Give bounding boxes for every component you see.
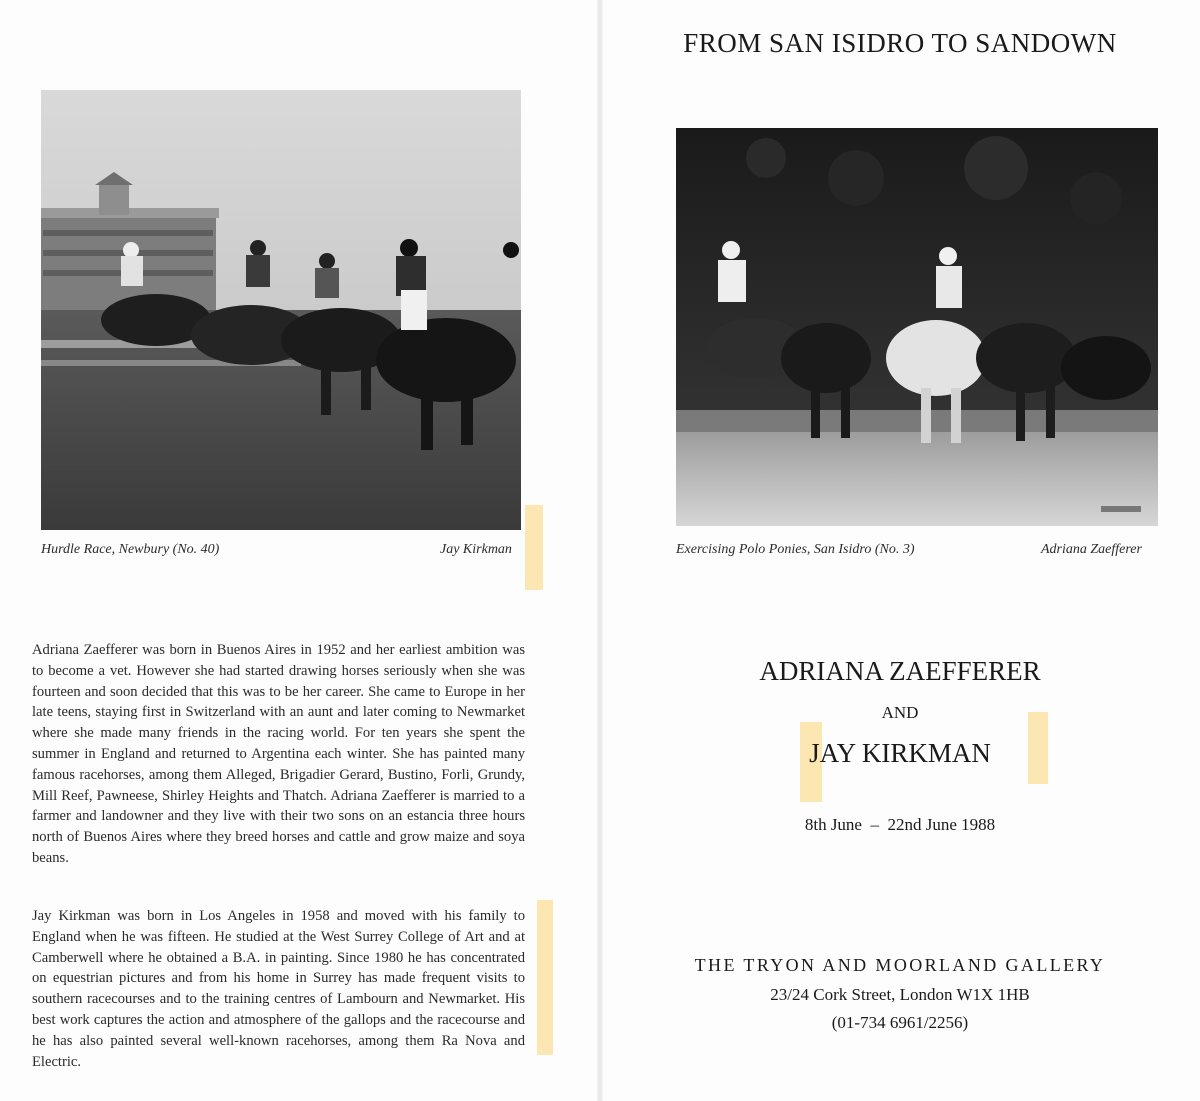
gallery-address: 23/24 Cork Street, London W1X 1HB: [770, 985, 1030, 1004]
artist-name-zaefferer: ADRIANA ZAEFFERER: [759, 656, 1041, 686]
exhibition-title: FROM SAN ISIDRO TO SANDOWN: [683, 28, 1117, 58]
bio-kirkman: Jay Kirkman was born in Los Angeles in 1958 and moved with his family to England when he was fifteen. He studied at the West Surrey College of Art and at Camberwell where he obtained a B.A. in painting. Since 1980 he has concentrated on equestrian pictures and from his home in Surrey has made frequent visits to southern racecourses and to the training centres of Lambourn and Newmarket. His best work captures the action and atmosphere of the gallops and the racecourse and he has also painted several well-known racehorses, among them Ra Nova and Electric.: [32, 908, 525, 1070]
artist-name-kirkman: JAY KIRKMAN: [809, 738, 991, 768]
artists-conjunction: AND: [881, 703, 919, 722]
gallery-name: THE TRYON AND MOORLAND GALLERY: [694, 955, 1106, 975]
gallery-phone: (01-734 6961/2256): [831, 1013, 969, 1032]
right-photo-caption-title: Exercising Polo Ponies, San Isidro (No. 3): [676, 542, 915, 557]
page-fold: [597, 0, 603, 1101]
highlight-mark-kirkman-bio: [537, 900, 553, 1055]
bio-zaefferer: Adriana Zaefferer was born in Buenos Aires in 1952 and her earliest ambition was to become a vet. However she had started drawing horses seriously when she was fourteen and soon decided that this was to be her career. She came to Europe in her late teens, staying first in Switzerland with an aunt and later coming to Newmarket where she made many friends in the racing world. For ten years she spent the summer in England and returned to Argentina each winter. She has painted many famous racehorses, among them Alleged, Brigadier Gerard, Bustino, Forli, Grundy, Mill Reef, Pawneese, Shirley Heights and Thatch. Adriana Zaefferer is married to a farmer and landowner and they live with their two sons on an estancia three hours north of Buenos Aires where they breed horses and cattle and grow maize and soya beans.: [32, 642, 525, 866]
hurdle-race-photo: [41, 90, 521, 530]
polo-ponies-photo: [676, 128, 1158, 526]
left-photo-caption-artist: Jay Kirkman: [440, 542, 512, 557]
left-photo-caption-title: Hurdle Race, Newbury (No. 40): [41, 542, 220, 557]
highlight-mark-left-caption: [525, 505, 543, 590]
exhibition-dates: 8th June – 22nd June 1988: [804, 815, 996, 834]
right-photo-caption-artist: Adriana Zaefferer: [1041, 542, 1142, 557]
